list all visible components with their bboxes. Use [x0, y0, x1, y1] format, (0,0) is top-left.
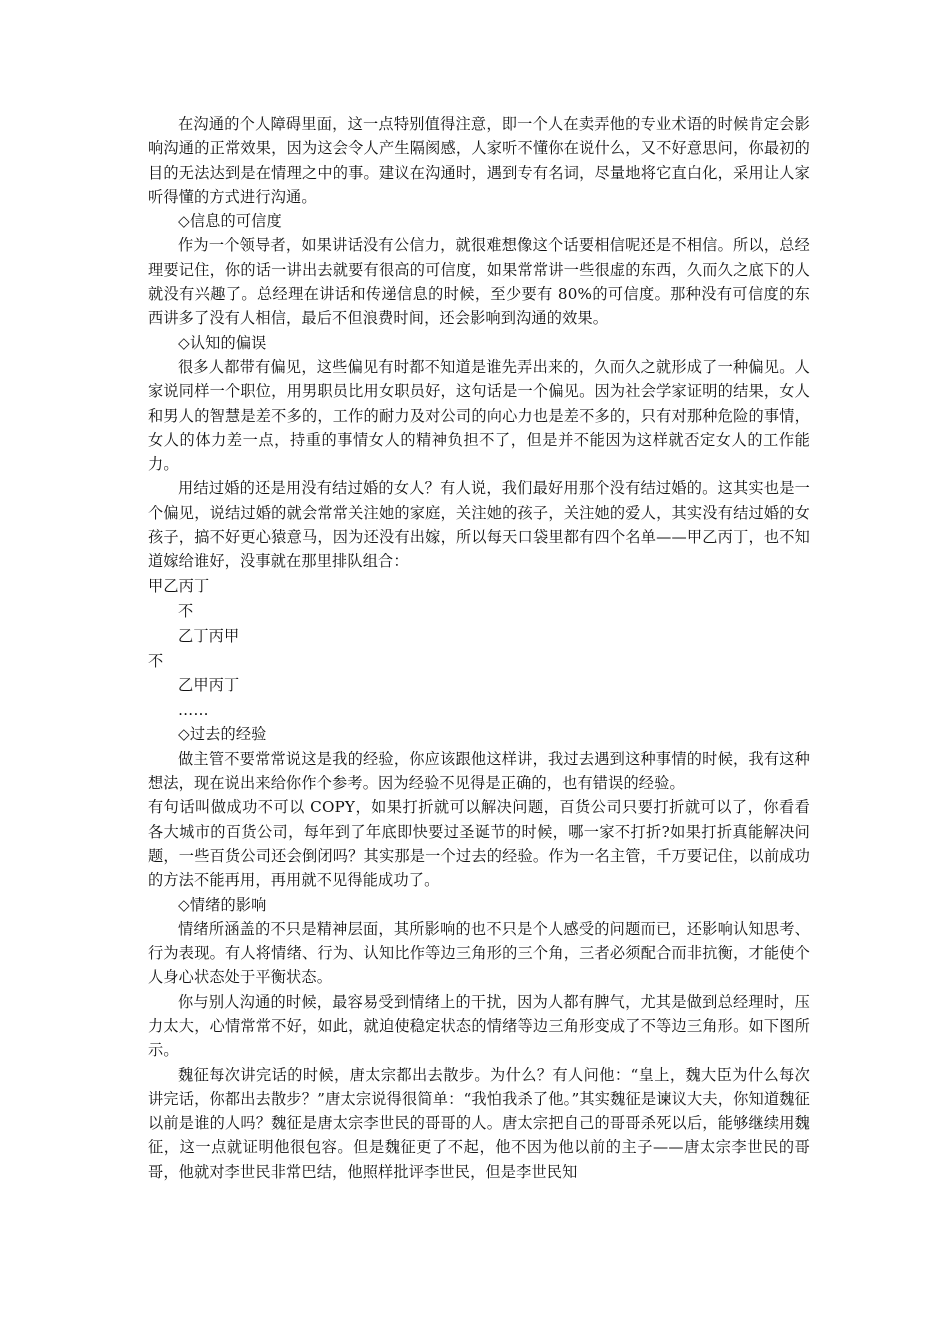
paragraph-copy-success: 有句话叫做成功不可以 COPY，如果打折就可以解决问题，百货公司只要打折就可以了，你看看各大城市的百货公司，每年到了年底即快要过圣诞节的时候，哪一家不打折?如果打折真能解决问题，一些百货公司还会倒闭吗？其实那是一个过去的经验。作为一名主管，千万要记住，以前成功的方法不能再用，再用就不见得能成功了。: [148, 798, 810, 890]
section-heading-credibility: ◇信息的可信度: [178, 212, 282, 231]
paragraph-bias-marriage: 用结过婚的还是用没有结过婚的女人？有人说，我们最好用那个没有结过婚的。这其实也是一个偏见，说结过婚的就会常常关注她的家庭，关注她的孩子，关注她的爱人，其实没有结过婚的女孩子，搞不好更心猿意马，因为还没有出嫁，所以每天口袋里都有四个名单——甲乙丙丁，也不知道嫁给谁好，没事就在那里排队组合：: [148, 479, 810, 571]
section-heading-experience: ◇过去的经验: [178, 725, 267, 744]
document-page: [148, 112, 810, 1184]
list-line-4: 不: [148, 651, 164, 670]
list-line-3: 乙丁丙甲: [178, 626, 240, 645]
list-line-2: 不: [178, 601, 194, 620]
section-heading-bias: ◇认知的偏误: [178, 333, 267, 352]
list-ellipsis: ……: [178, 701, 209, 720]
list-line-1: 甲乙丙丁: [148, 577, 210, 596]
section-heading-emotion: ◇情绪的影响: [178, 895, 267, 914]
paragraph-credibility: 作为一个领导者，如果讲话没有公信力，就很难想像这个话要相信呢还是不相信。所以，总经理要记住，你的话一讲出去就要有很高的可信度，如果常常讲一些很虚的东西，久而久之底下的人就没有兴趣了。总经理在讲话和传递信息的时候，至少要有 80%的可信度。那种没有可信度的东西讲多了没有人相信，最后不但浪费时间，还会影响到沟通的效果。: [148, 236, 810, 328]
paragraph-jargon: 在沟通的个人障碍里面，这一点特别值得注意，即一个人在卖弄他的专业术语的时候肯定会影响沟通的正常效果，因为这会令人产生隔阂感，人家听不懂你在说什么，又不好意思问，你最初的目的无法达到是在情理之中的事。建议在沟通时，遇到专有名词，尽量地将它直白化，采用让人家听得懂的方式进行沟通。: [148, 115, 810, 206]
paragraph-emotion-triangle: 情绪所涵盖的不只是精神层面，其所影响的也不只是个人感受的问题而已，还影响认知思考、行为表现。有人将情绪、行为、认知比作等边三角形的三个角，三者必须配合而非抗衡，才能使个人身心状态处于平衡状态。: [148, 919, 810, 987]
paragraph-bias-gender: 很多人都带有偏见，这些偏见有时都不知道是谁先弄出来的，久而久之就形成了一种偏见。人家说同样一个职位，用男职员比用女职员好，这句话是一个偏见。因为社会学家证明的结果，女人和男人的智慧是差不多的，工作的耐力及对公司的向心力也是差不多的，只有对那种危险的事情，女人的体力差一点，持重的事情女人的精神负担不了，但是并不能因为这样就否定女人的工作能力。: [148, 357, 810, 474]
paragraph-weizheng: 魏征每次讲完话的时候，唐太宗都出去散步。为什么？有人问他：“皇上，魏大臣为什么每次讲完话，你都出去散步？”唐太宗说得很简单：“我怕我杀了他。”其实魏征是谏议大夫，你知道魏征以前是谁的人吗？魏征是唐太宗李世民的哥哥的人。唐太宗把自己的哥哥杀死以后，能够继续用魏征，这一点就证明他很包容。但是魏征更了不起，他不因为他以前的主子——唐太宗李世民的哥哥，他就对李世民非常巴结，他照样批评李世民，但是李世民知: [148, 1065, 810, 1181]
paragraph-emotion-pressure: 你与别人沟通的时候，最容易受到情绪上的干扰，因为人都有脾气，尤其是做到总经理时，压力太大，心情常常不好，如此，就迫使稳定状态的情绪等边三角形变成了不等边三角形。如下图所示。: [148, 992, 810, 1060]
list-line-5: 乙甲丙丁: [178, 676, 240, 695]
paragraph-experience: 做主管不要常常说这是我的经验，你应该跟他这样讲，我过去遇到这种事情的时候，我有这种想法，现在说出来给你作个参考。因为经验不见得是正确的，也有错误的经验。: [148, 749, 810, 793]
